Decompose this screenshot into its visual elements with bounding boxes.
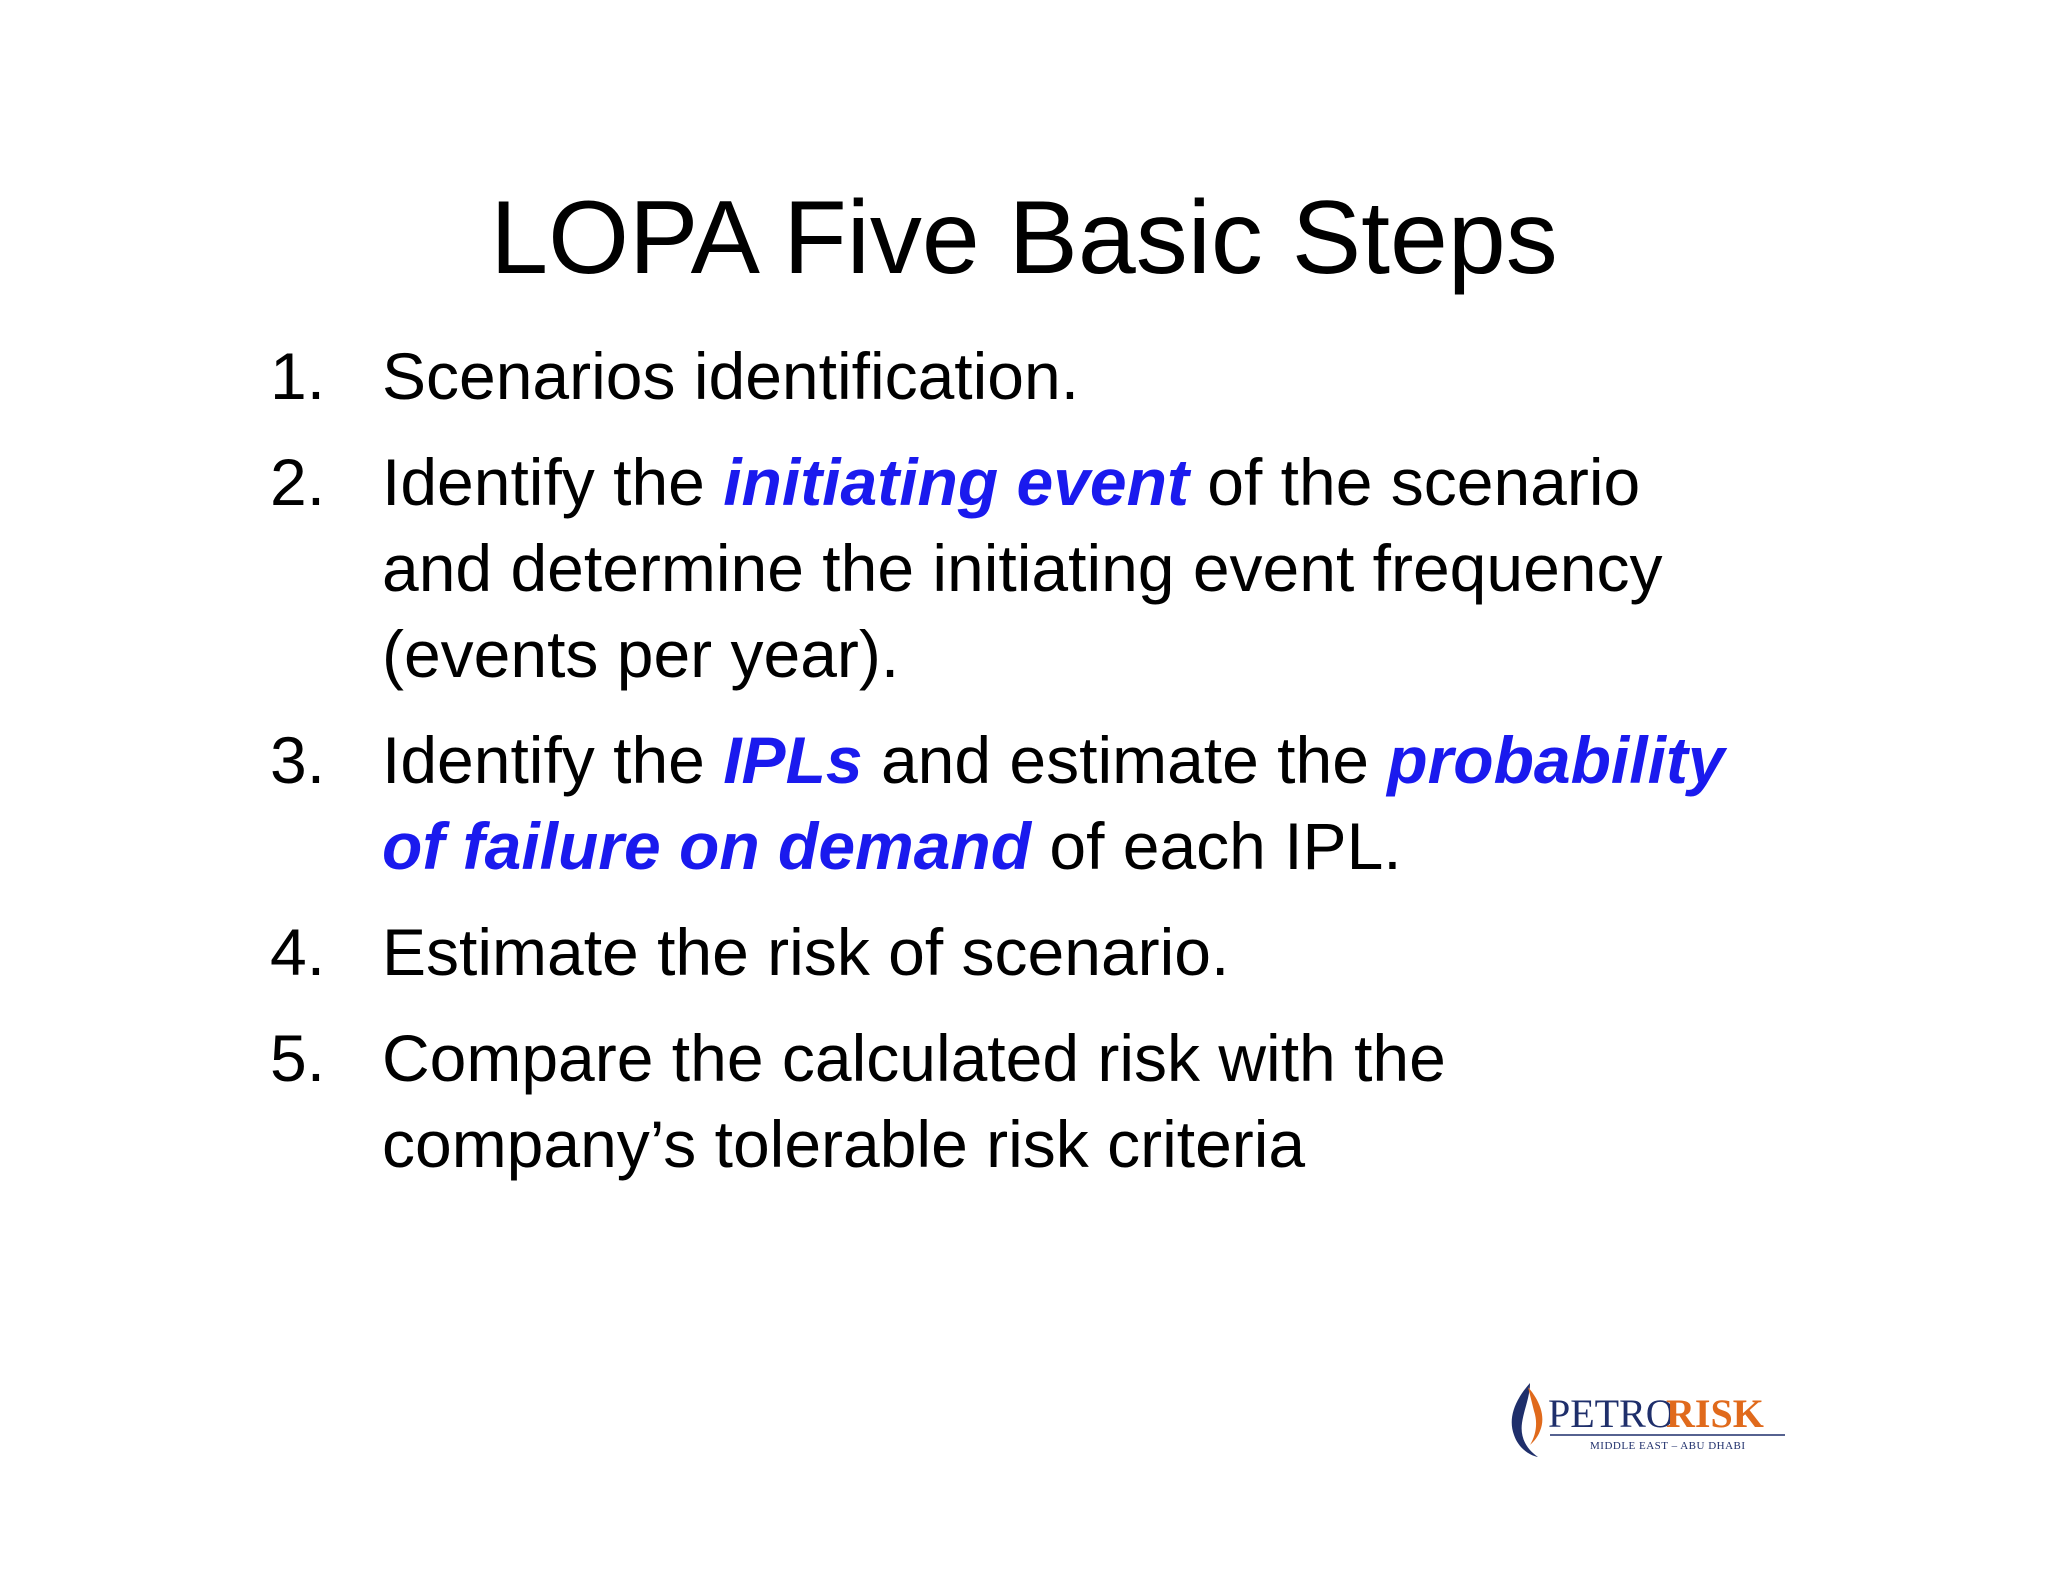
- step-text: Identify the: [382, 723, 724, 797]
- step-text: and estimate the: [862, 723, 1388, 797]
- step-emphasis-text: initiating event: [723, 445, 1189, 519]
- step-line: [382, 439, 1890, 525]
- step-line: [382, 717, 1890, 803]
- step-line: [382, 909, 1890, 995]
- step-line: [382, 1015, 1890, 1101]
- step-line: [382, 1101, 1890, 1187]
- logo-tagline: MIDDLE EAST – ABU DHABI: [1590, 1440, 1746, 1452]
- step-text: company’s tolerable risk criteria: [382, 1107, 1306, 1181]
- step-line: [382, 333, 1890, 419]
- flame-inner-icon: [1528, 1387, 1542, 1445]
- step-emphasis-text: IPLs: [723, 723, 863, 797]
- slide-title: LOPA Five Basic Steps: [490, 180, 1558, 296]
- step-line: [382, 525, 1890, 611]
- step-line: [382, 611, 1890, 697]
- step-text: Estimate the risk of scenario.: [382, 915, 1230, 989]
- step-number: 4.: [270, 915, 326, 989]
- step-number: 5.: [270, 1021, 326, 1095]
- petrorisk-logo: [1500, 1375, 1800, 1465]
- step-item: [270, 909, 1890, 995]
- steps-list: [270, 333, 1890, 1207]
- step-number: 3.: [270, 723, 326, 797]
- step-text: Identify the: [382, 445, 724, 519]
- step-text: and determine the initiating event frequency: [382, 531, 1663, 605]
- step-text: (events per year).: [382, 617, 900, 691]
- step-emphasis-text: probability: [1387, 723, 1725, 797]
- step-line: [382, 803, 1890, 889]
- step-text: Compare the calculated risk with the: [382, 1021, 1446, 1095]
- logo-name-part1: PETRO: [1548, 1391, 1675, 1436]
- step-number: 2.: [270, 445, 326, 519]
- logo-name-part2: RISK: [1666, 1391, 1764, 1436]
- step-text: Scenarios identification.: [382, 339, 1080, 413]
- step-text: of each IPL.: [1031, 809, 1402, 883]
- step-number: 1.: [270, 339, 326, 413]
- step-item: [270, 439, 1890, 697]
- flame-icon: [1512, 1383, 1538, 1457]
- step-item: [270, 1015, 1890, 1187]
- step-text: of the scenario: [1188, 445, 1641, 519]
- step-item: [270, 717, 1890, 889]
- step-item: [270, 333, 1890, 419]
- step-emphasis-text: of failure on demand: [382, 809, 1032, 883]
